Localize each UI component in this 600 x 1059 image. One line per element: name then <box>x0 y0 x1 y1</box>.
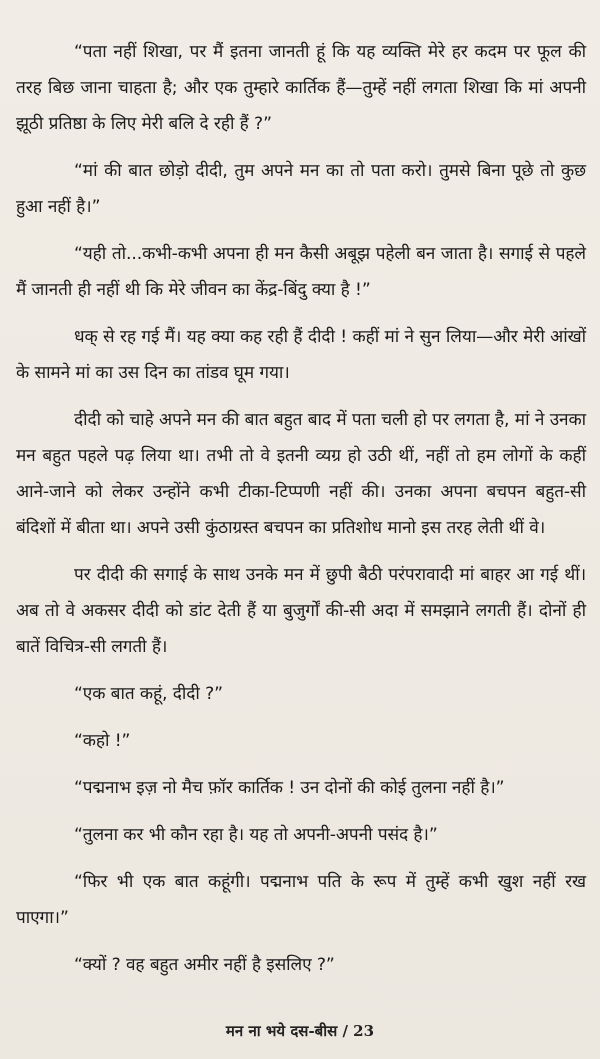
page-body-text <box>16 34 586 983</box>
paragraph-5: दीदी को चाहे अपने मन की बात बहुत बाद में पता चली हो पर लगता है, मां ने उनका मन बहुत पहले पढ़ लिया था। तभी तो वे इतनी व्यग्र हो उठी थीं, नहीं तो हम लोगों के कहीं आने-जाने को लेकर उन्होंने कभी टीका-टिप्पणी नहीं की। उनका अपना बचपन बहुत-सी बंदिशों में बीता था। अपने उसी कुंठाग्रस्त बचपन का प्रतिशोध मानो इस तरह लेती थीं वे। <box>16 410 586 538</box>
dialogue-line-6: “क्यों ? वह बहुत अमीर नहीं है इसलिए ?” <box>74 955 335 975</box>
dialogue-line-2: “कहो !” <box>74 731 131 751</box>
paragraph-3: “यही तो...कभी-कभी अपना ही मन कैसी अबूझ पहेली बन जाता है। सगाई से पहले मैं जानती ही नहीं थी कि मेरे जीवन का केंद्र-बिंदु क्या है !” <box>16 244 586 300</box>
page-footer: मन ना भये दस-बीस / 23 <box>225 1022 375 1040</box>
paragraph-2: “मां की बात छोड़ो दीदी, तुम अपने मन का तो पता करो। तुमसे बिना पूछे तो कुछ हुआ नहीं है।” <box>16 161 586 217</box>
dialogue-line-5: “फिर भी एक बात कहूंगी। पद्मनाभ पति के रूप में तुम्हें कभी खुश नहीं रख पाएगा।” <box>16 872 586 928</box>
paragraph-6: पर दीदी की सगाई के साथ उनके मन में छुपी बैठी परंपरावादी मां बाहर आ गई थीं। अब तो वे अकसर दीदी को डांट देती हैं या बुजुर्गों की-सी अदा में समझाने लगती हैं। दोनों ही बातें विचित्र-सी लगती हैं। <box>16 565 586 657</box>
dialogue-line-3: “पद्मनाभ इज़ नो मैच फ़ॉर कार्तिक ! उन दोनों की कोई तुलना नहीं है।” <box>74 778 505 798</box>
paragraph-4: धक् से रह गई मैं। यह क्या कह रही हैं दीदी ! कहीं मां ने सुन लिया—और मेरी आंखों के सामने मां का उस दिन का तांडव घूम गया। <box>16 327 586 383</box>
dialogue-line-4: “तुलना कर भी कौन रहा है। यह तो अपनी-अपनी पसंद है।” <box>74 825 438 845</box>
paragraph-1: “पता नहीं शिखा, पर मैं इतना जानती हूं कि यह व्यक्ति मेरे हर कदम पर फूल की तरह बिछ जाना चाहता है; और एक तुम्हारे कार्तिक हैं—तुम्हें नहीं लगता शिखा कि मां अपनी झूठी प्रतिष्ठा के लिए मेरी बलि दे रही हैं ?” <box>16 42 586 134</box>
dialogue-line-1: “एक बात कहूं, दीदी ?” <box>74 684 223 704</box>
